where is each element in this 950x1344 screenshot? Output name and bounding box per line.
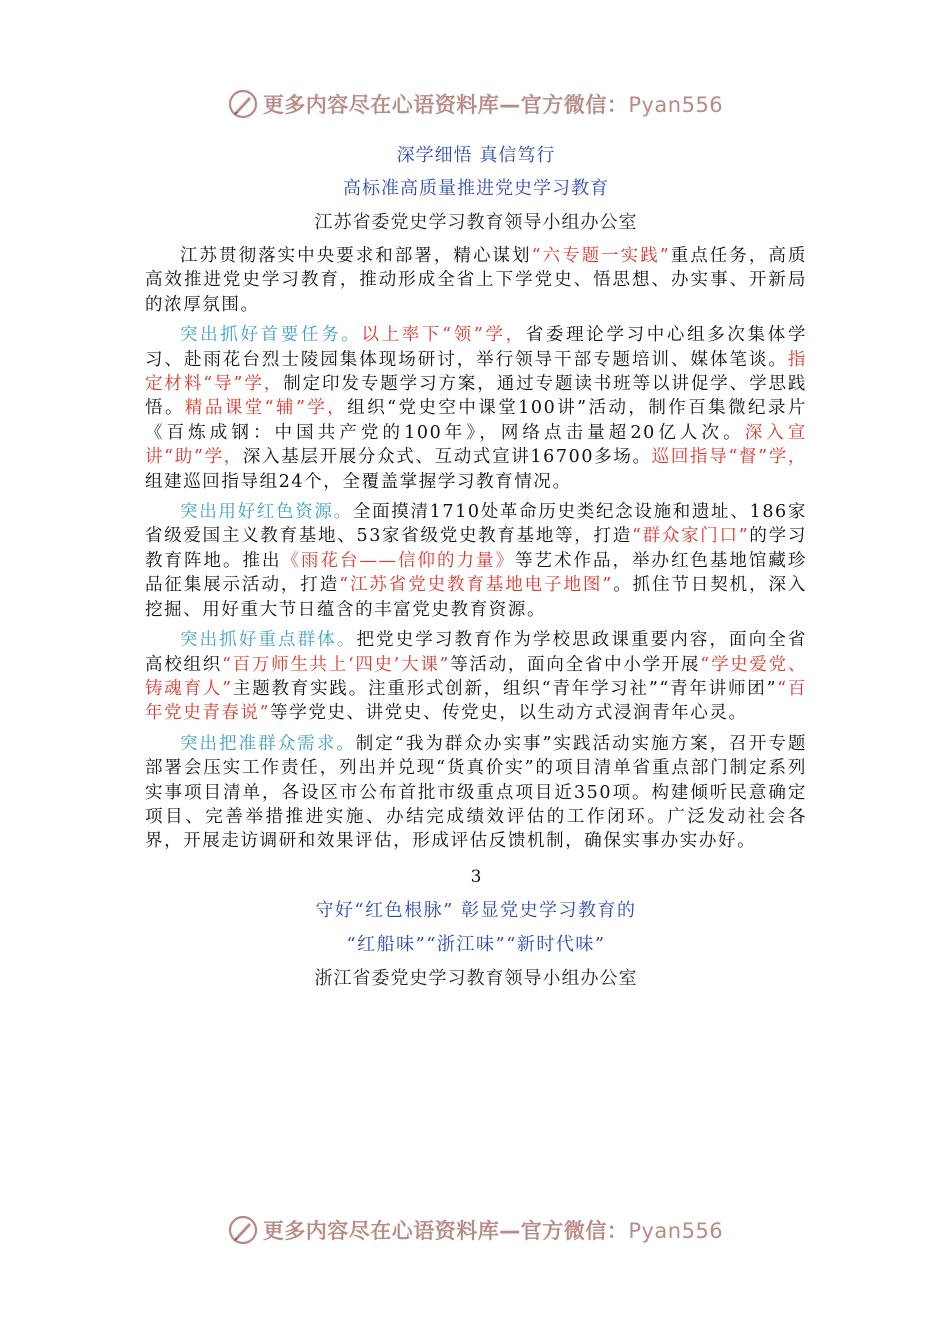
section1-title2: 高标准高质量推进党史学习教育 bbox=[343, 178, 609, 199]
brand-text: 更多内容尽在心语资料库—官方微信：Pyan556 bbox=[262, 1219, 724, 1243]
brand-text: 更多内容尽在心语资料库—官方微信：Pyan556 bbox=[262, 93, 724, 117]
section1-title1: 深学细悟 真信笃行 bbox=[396, 145, 556, 166]
paragraph-heading: 突出抓好重点群体。 bbox=[180, 630, 357, 651]
brand-wechat: Pyan556 bbox=[628, 1219, 724, 1243]
section1-org: 江苏省委党史学习教育领导小组办公室 bbox=[314, 212, 638, 233]
section2-org: 浙江省委党史学习教育领导小组办公室 bbox=[314, 967, 638, 989]
document-page bbox=[145, 140, 807, 996]
section2-title1: 守好“红色根脉” 彰显党史学习教育的 bbox=[315, 899, 637, 921]
intro-paragraph: 江苏贯彻落实中央要求和部署，精心谋划“六专题一实践”重点任务，高质高效推进党史学习教育，推动形成全省上下学党史、悟思想、办实事、开新局的浓厚氛围。 bbox=[145, 246, 807, 315]
quill-logo-icon bbox=[227, 1214, 259, 1246]
paragraph-heading: 突出把准群众需求。 bbox=[180, 733, 356, 754]
paragraph-red-resources: 突出用好红色资源。全面摸清1710处革命历史类纪念设施和遗址、186家省级爱国主义教育基地、53家省级党史教育基地等，打造“群众家门口”的学习教育阵地。推出《雨花台——信仰的力量》等艺术作品，举办红色基地馆藏珍品征集展示活动，打造“江苏省党史教育基地电子地图”。抓住节日契机，深入挖掘、用好重大节日蕴含的丰富党史教育资源。 bbox=[145, 502, 808, 620]
paragraph-public-needs: 突出把准群众需求。制定“我为群众办实事”实践活动实施方案，召开专题部署会压实工作责任，列出并兑现“货真价实”的项目清单省重点部门制定系列实事项目清单，各设区市公布首批市级重点项目近350项。构建倾听民意确定项目、完善举措推进实施、办结完成绩效评估的工作闭环。广泛发动社会各界，开展走访调研和效果评估，形成评估反馈机制，确保实事办实办好。 bbox=[145, 733, 807, 852]
paragraph-primary-task: 突出抓好首要任务。以上率下“领”学，省委理论学习中心组多次集体学习、赴雨花台烈士陵园集体现场研讨，举行领导干部专题培训、媒体笔谈。指定材料“导”学，制定印发专题学习方案，通过专题读书班等以讲促学、学思践悟。精品课堂“辅”学，组织“党史空中课堂100讲”活动，制作百集微纪录片《百炼成钢：中国共产党的100年》，网络点击量超20亿人次。深入宣讲“助”学，深入基层开展分众式、互动式宣讲16700多场。巡回指导“督”学，组建巡回指导组24个，全覆盖掌握学习教育情况。 bbox=[145, 325, 808, 492]
paragraph-key-groups: 突出抓好重点群体。把党史学习教育作为学校思政课重要内容，面向全省高校组织“百万师生共上‘四史’大课”等活动，面向全省中小学开展“学史爱党、铸魂育人”主题教育实践。注重形式创新，组织“青年学习社”“青年讲师团”“百年党史青春说”等学党史、讲党史、传党史，以生动方式浸润青年心灵。 bbox=[145, 630, 807, 724]
quill-logo-icon bbox=[227, 88, 259, 120]
section2-title2: “红船味”“浙江味”“新时代味” bbox=[346, 933, 606, 955]
paragraph-heading: 突出抓好首要任务。 bbox=[180, 325, 362, 346]
brand-banner-top bbox=[0, 84, 950, 124]
brand-banner-bottom bbox=[0, 1210, 950, 1250]
page-number: 3 bbox=[470, 866, 482, 887]
paragraph-heading: 突出用好红色资源。 bbox=[180, 502, 353, 523]
brand-wechat: Pyan556 bbox=[628, 93, 724, 117]
